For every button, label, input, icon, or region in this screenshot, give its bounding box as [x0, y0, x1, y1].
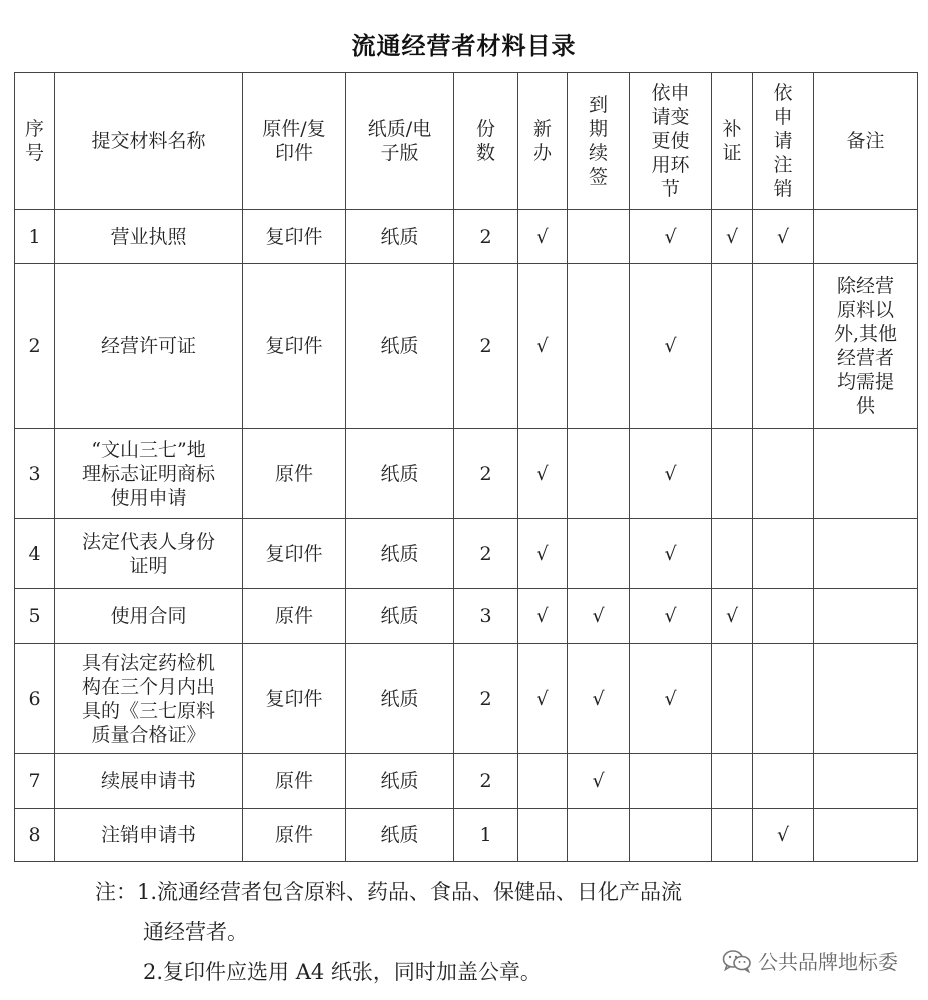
cell-seq: 1 — [15, 210, 55, 264]
cell-copies: 1 — [454, 809, 518, 862]
header-renew: 到 期 续 签 — [568, 73, 630, 210]
cell-renew: √ — [568, 589, 630, 644]
cell-copies: 2 — [454, 644, 518, 754]
header-row — [15, 73, 918, 210]
cell-copies: 2 — [454, 519, 518, 589]
cell-cancel — [753, 519, 814, 589]
cell-format: 纸质 — [346, 809, 454, 862]
table-row — [15, 589, 918, 644]
cell-new — [518, 754, 568, 809]
cell-copies: 2 — [454, 429, 518, 519]
cell-format: 纸质 — [346, 210, 454, 264]
cell-change — [630, 809, 712, 862]
cell-format: 纸质 — [346, 519, 454, 589]
cell-seq: 7 — [15, 754, 55, 809]
cell-copy-type: 复印件 — [243, 644, 346, 754]
cell-reissue — [712, 264, 753, 429]
cell-remark — [814, 429, 918, 519]
cell-format: 纸质 — [346, 754, 454, 809]
header-format: 纸质/电 子版 — [346, 73, 454, 210]
cell-material-name: 续展申请书 — [55, 754, 243, 809]
cell-change: √ — [630, 264, 712, 429]
cell-remark — [814, 754, 918, 809]
cell-copies: 2 — [454, 210, 518, 264]
cell-change: √ — [630, 429, 712, 519]
cell-format: 纸质 — [346, 429, 454, 519]
table-row — [15, 210, 918, 264]
cell-new — [518, 809, 568, 862]
cell-new: √ — [518, 644, 568, 754]
cell-reissue — [712, 644, 753, 754]
wechat-icon — [722, 949, 752, 973]
cell-cancel — [753, 644, 814, 754]
table-row — [15, 264, 918, 429]
cell-format: 纸质 — [346, 264, 454, 429]
table-row — [15, 809, 918, 862]
cell-material-name: 经营许可证 — [55, 264, 243, 429]
cell-new: √ — [518, 519, 568, 589]
cell-format: 纸质 — [346, 644, 454, 754]
cell-cancel — [753, 754, 814, 809]
cell-material-name: 营业执照 — [55, 210, 243, 264]
cell-remark — [814, 589, 918, 644]
cell-cancel — [753, 589, 814, 644]
table-row — [15, 644, 918, 754]
cell-reissue — [712, 429, 753, 519]
cell-reissue — [712, 519, 753, 589]
header-copies: 份 数 — [454, 73, 518, 210]
cell-renew — [568, 264, 630, 429]
cell-new: √ — [518, 589, 568, 644]
document-title: 流通经营者材料目录 — [351, 31, 577, 60]
cell-copy-type: 复印件 — [243, 264, 346, 429]
cell-reissue: √ — [712, 589, 753, 644]
cell-copy-type: 原件 — [243, 754, 346, 809]
cell-renew — [568, 210, 630, 264]
cell-cancel — [753, 264, 814, 429]
cell-change: √ — [630, 644, 712, 754]
note-2: 2.复印件应选用 A4 纸张，同时加盖公章。 — [143, 960, 541, 984]
cell-change: √ — [630, 519, 712, 589]
cell-material-name: “文山三七”地 理标志证明商标 使用申请 — [55, 429, 243, 519]
cell-seq: 2 — [15, 264, 55, 429]
header-change: 依申 请变 更使 用环 节 — [630, 73, 712, 210]
table-row — [15, 519, 918, 589]
cell-copies: 2 — [454, 754, 518, 809]
cell-reissue: √ — [712, 210, 753, 264]
cell-remark — [814, 809, 918, 862]
cell-material-name: 法定代表人身份 证明 — [55, 519, 243, 589]
header-remark: 备注 — [814, 73, 918, 210]
watermark — [722, 946, 898, 975]
cell-remark — [814, 644, 918, 754]
cell-copy-type: 原件 — [243, 589, 346, 644]
cell-material-name: 注销申请书 — [55, 809, 243, 862]
cell-new: √ — [518, 429, 568, 519]
cell-material-name: 使用合同 — [55, 589, 243, 644]
cell-new: √ — [518, 210, 568, 264]
cell-renew: √ — [568, 754, 630, 809]
table-row — [15, 754, 918, 809]
watermark-text: 公共品牌地标委 — [758, 950, 898, 974]
cell-change: √ — [630, 589, 712, 644]
cell-seq: 5 — [15, 589, 55, 644]
cell-format: 纸质 — [346, 589, 454, 644]
cell-seq: 6 — [15, 644, 55, 754]
note-1 — [95, 872, 875, 912]
note-1-text: 1.流通经营者包含原料、药品、食品、保健品、日化产品流 — [137, 880, 683, 904]
note-prefix: 注： — [95, 880, 137, 904]
cell-renew — [568, 519, 630, 589]
cell-remark — [814, 210, 918, 264]
cell-remark: 除经营 原料以 外,其他 经营者 均需提 供 — [814, 264, 918, 429]
cell-seq: 4 — [15, 519, 55, 589]
table-row — [15, 429, 918, 519]
cell-copy-type: 原件 — [243, 429, 346, 519]
header-reissue: 补 证 — [712, 73, 753, 210]
header-material-name: 提交材料名称 — [55, 73, 243, 210]
cell-reissue — [712, 809, 753, 862]
header-seq: 序 号 — [15, 73, 55, 210]
cell-copies: 2 — [454, 264, 518, 429]
cell-remark — [814, 519, 918, 589]
header-cancel: 依 申 请 注 销 — [753, 73, 814, 210]
cell-copy-type: 复印件 — [243, 210, 346, 264]
cell-new: √ — [518, 264, 568, 429]
cell-renew — [568, 429, 630, 519]
cell-cancel: √ — [753, 210, 814, 264]
materials-table — [14, 72, 918, 862]
cell-renew: √ — [568, 644, 630, 754]
cell-renew — [568, 809, 630, 862]
cell-material-name: 具有法定药检机 构在三个月内出 具的《三七原料 质量合格证》 — [55, 644, 243, 754]
note-1-continued: 通经营者。 — [143, 920, 248, 944]
cell-change: √ — [630, 210, 712, 264]
cell-cancel: √ — [753, 809, 814, 862]
header-copy-type: 原件/复 印件 — [243, 73, 346, 210]
cell-seq: 8 — [15, 809, 55, 862]
header-new: 新 办 — [518, 73, 568, 210]
cell-copy-type: 复印件 — [243, 519, 346, 589]
cell-copy-type: 原件 — [243, 809, 346, 862]
cell-copies: 3 — [454, 589, 518, 644]
cell-reissue — [712, 754, 753, 809]
cell-cancel — [753, 429, 814, 519]
cell-seq: 3 — [15, 429, 55, 519]
cell-change — [630, 754, 712, 809]
